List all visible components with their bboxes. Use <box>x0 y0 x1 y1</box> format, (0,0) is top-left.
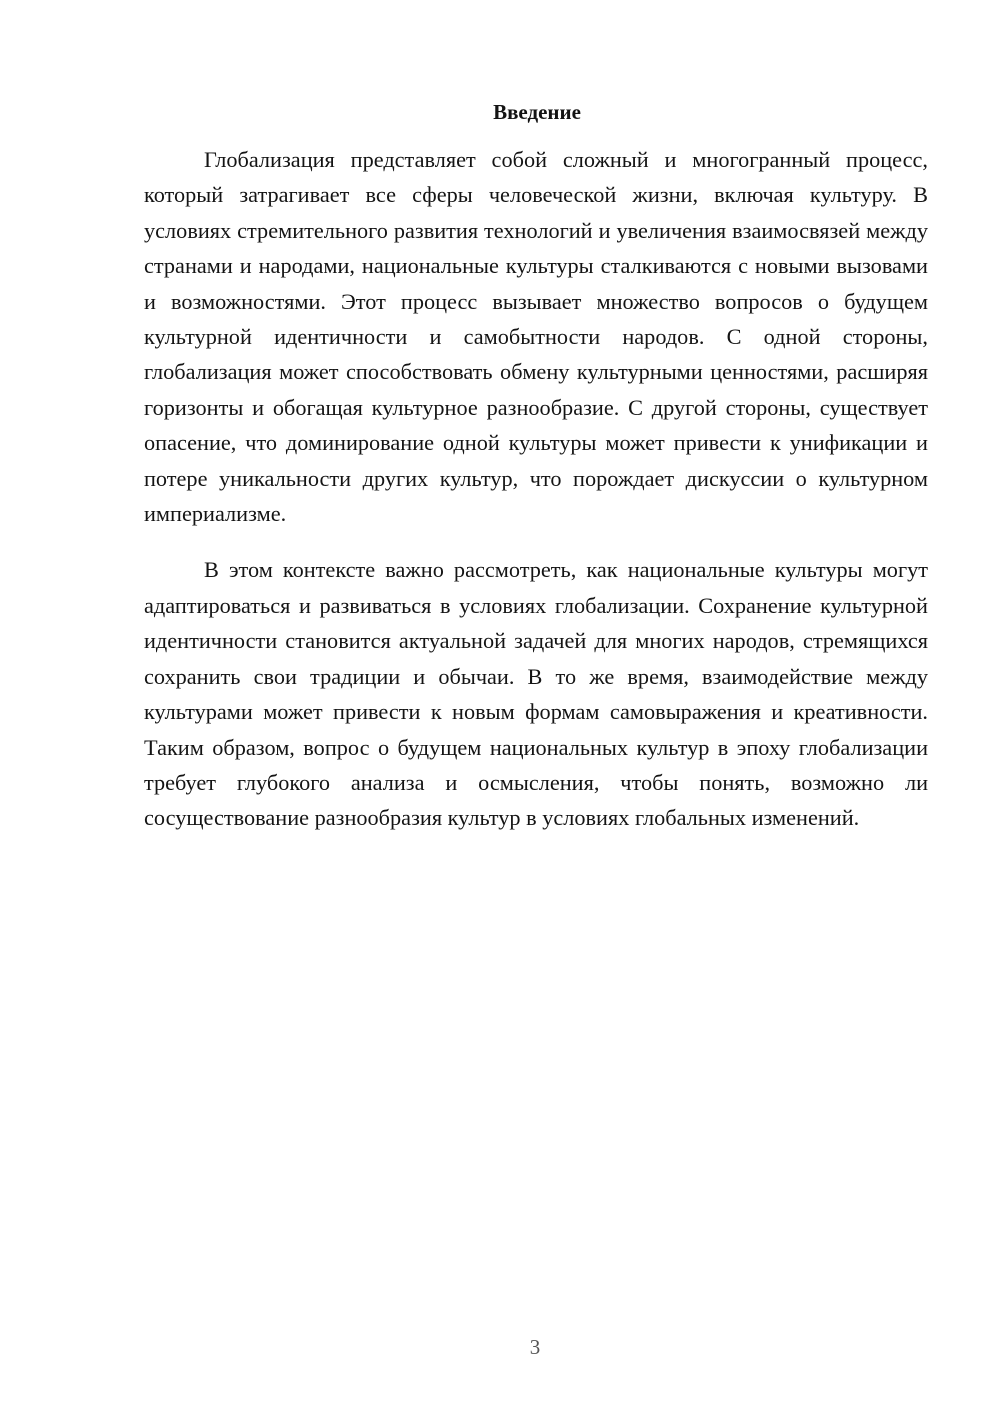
paragraph-2: В этом контексте важно рассмотреть, как национальные культуры могут адаптироваться и развиваться в условиях глобализации. Сохранение культурной идентичности становится актуальной задачей для многих народов, стремящихся сохранить свои традиции и обычаи. В то же время, взаимодействие между культурами может привести к новым формам самовыражения и креативности. Таким образом, вопрос о будущем национальных культур в эпоху глобализации требует глубокого анализа и осмысления, чтобы понять, возможно ли сосуществование разнообразия культур в условиях глобальных изменений. <box>144 557 928 831</box>
paragraph-1: Глобализация представляет собой сложный и многогранный процесс, который затрагивает все сферы человеческой жизни, включая культуру. В условиях стремительного развития технологий и увеличения взаимосвязей между странами и народами, национальные культуры сталкиваются с новыми вызовами и возможностями. Этот процесс вызывает множество вопросов о будущем культурной идентичности и самобытности народов. С одной стороны, глобализация может способствовать обмену культурными ценностями, расширяя горизонты и обогащая культурное разнообразие. С другой стороны, существует опасение, что доминирование одной культуры может привести к унификации и потере уникальности других культур, что порождает дискуссии о культурном империализме. <box>144 147 928 527</box>
section-title: Введение <box>493 100 581 124</box>
page-content <box>144 96 928 836</box>
page-number: 3 <box>529 1335 541 1359</box>
